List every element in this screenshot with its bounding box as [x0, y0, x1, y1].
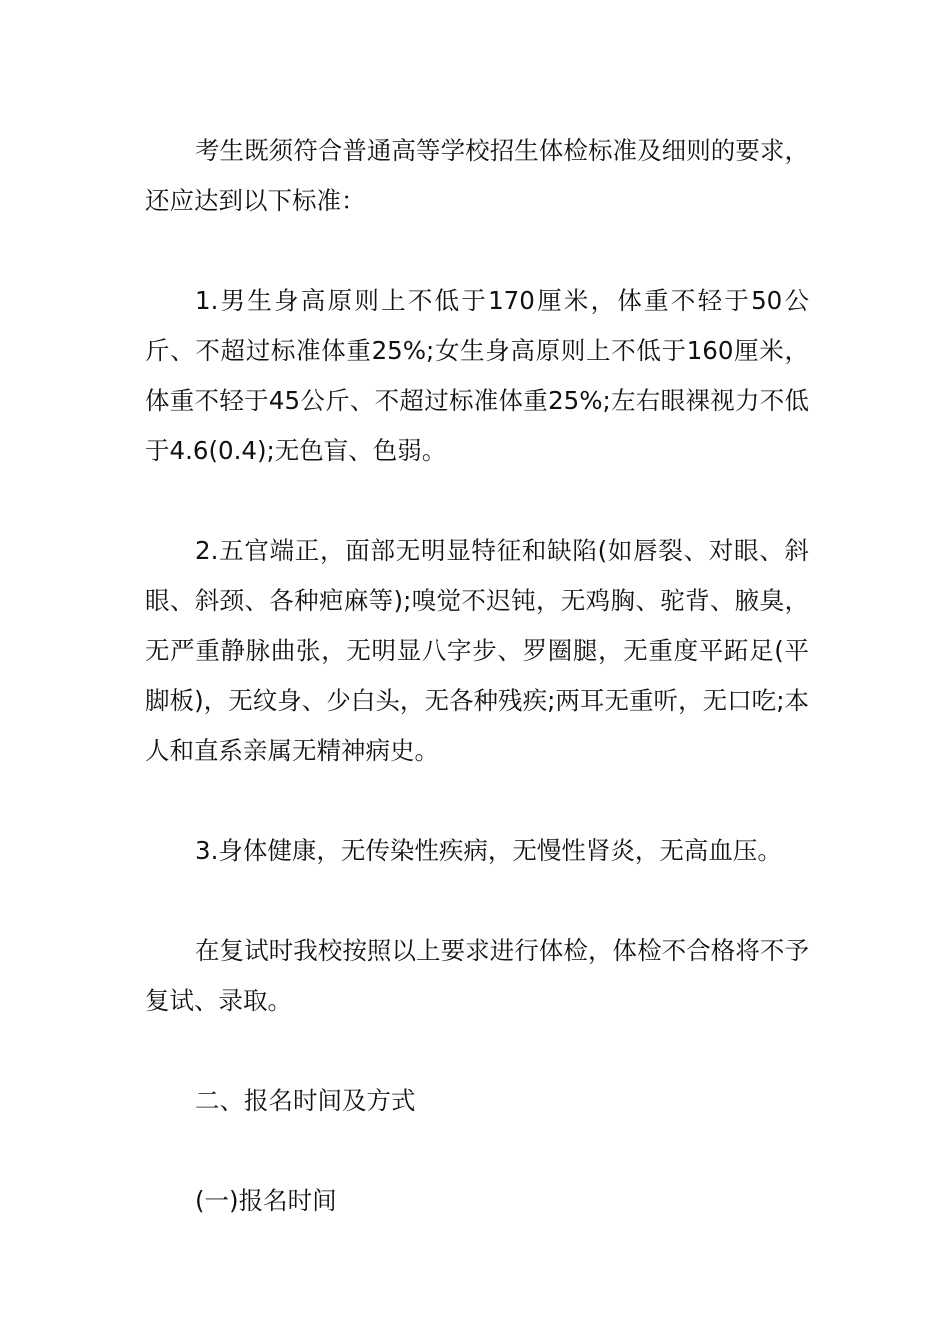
paragraph-health-requirements: 3.身体健康，无传染性疾病，无慢性肾炎，无高血压。 [195, 836, 782, 865]
paragraph-height-weight-vision: 1.男生身高原则上不低于170厘米，体重不轻于50公斤、不超过标准体重25%;女生身高原则上不低于160厘米，体重不轻于45公斤、不超过标准体重25%;左右眼裸视力不低于4.6(0.4);无色盲、色弱。 [145, 286, 809, 465]
paragraph-retest-exam-note: 在复试时我校按照以上要求进行体检，体检不合格将不予复试、录取。 [145, 936, 809, 1015]
subsection-heading-registration-time: (一)报名时间 [195, 1186, 337, 1215]
document-body [145, 126, 809, 1226]
paragraph-appearance-requirements: 2.五官端正，面部无明显特征和缺陷(如唇裂、对眼、斜眼、斜颈、各种疤麻等);嗅觉不迟钝，无鸡胸、驼背、腋臭，无严重静脉曲张，无明显八字步、罗圈腿，无重度平跖足(平脚板)，无纹身、少白头，无各种残疾;两耳无重听，无口吃;本人和直系亲属无精神病史。 [145, 536, 809, 765]
paragraph-physical-exam-intro: 考生既须符合普通高等学校招生体检标准及细则的要求，还应达到以下标准： [145, 136, 809, 215]
section-heading-registration: 二、报名时间及方式 [195, 1086, 416, 1115]
